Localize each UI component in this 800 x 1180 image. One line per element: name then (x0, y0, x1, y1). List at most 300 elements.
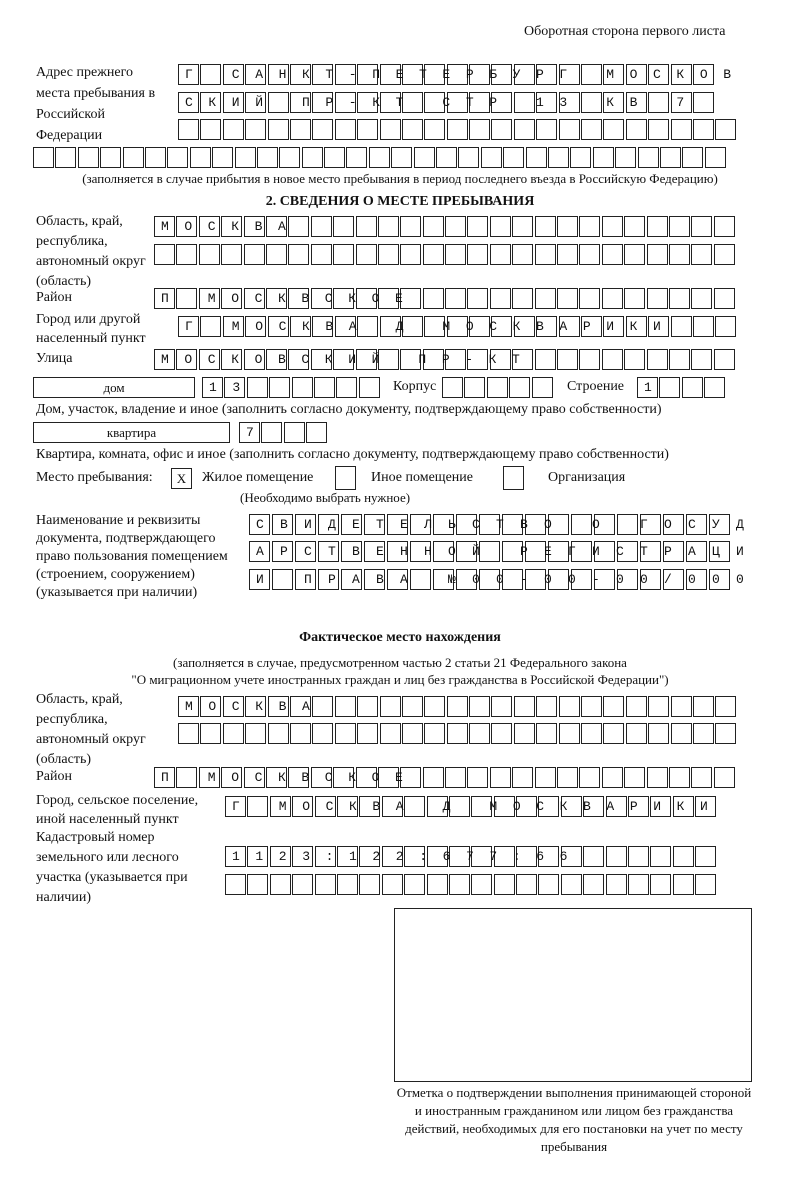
char-cell[interactable] (669, 288, 690, 309)
char-cell[interactable] (559, 696, 580, 717)
char-cell[interactable] (532, 377, 553, 398)
char-cell[interactable] (333, 244, 354, 265)
char-cell[interactable] (356, 767, 377, 788)
char-cell[interactable] (245, 723, 266, 744)
char-cell[interactable] (709, 514, 730, 535)
char-cell[interactable] (268, 119, 289, 140)
char-cell[interactable] (225, 874, 246, 895)
char-cell[interactable] (603, 316, 624, 337)
char-cell[interactable] (423, 288, 444, 309)
char-cell[interactable] (581, 316, 602, 337)
char-cell[interactable] (410, 514, 431, 535)
char-cell[interactable] (290, 64, 311, 85)
char-cell[interactable] (245, 64, 266, 85)
char-cell[interactable] (673, 874, 694, 895)
char-cell[interactable] (404, 874, 425, 895)
char-cell[interactable] (154, 216, 175, 237)
char-cell[interactable] (302, 147, 323, 168)
char-cell[interactable] (693, 723, 714, 744)
char-cell[interactable] (424, 696, 445, 717)
char-cell[interactable] (669, 349, 690, 370)
char-cell[interactable] (200, 316, 221, 337)
char-cell[interactable] (693, 64, 714, 85)
char-cell[interactable] (559, 723, 580, 744)
char-cell[interactable] (311, 288, 332, 309)
char-cell[interactable] (427, 796, 448, 817)
char-cell[interactable] (357, 316, 378, 337)
char-cell[interactable] (445, 216, 466, 237)
char-cell[interactable] (624, 767, 645, 788)
char-cell[interactable] (333, 767, 354, 788)
char-cell[interactable] (602, 288, 623, 309)
char-cell[interactable] (714, 216, 735, 237)
char-cell[interactable] (458, 147, 479, 168)
char-cell[interactable] (378, 216, 399, 237)
char-cell[interactable] (516, 846, 537, 867)
char-cell[interactable] (640, 569, 661, 590)
char-cell[interactable] (648, 92, 669, 113)
char-cell[interactable] (548, 514, 569, 535)
char-cell[interactable] (356, 216, 377, 237)
char-cell[interactable] (647, 767, 668, 788)
char-cell[interactable] (691, 349, 712, 370)
char-cell[interactable] (526, 147, 547, 168)
char-cell[interactable] (154, 288, 175, 309)
char-cell[interactable] (357, 64, 378, 85)
char-cell[interactable] (292, 796, 313, 817)
char-cell[interactable] (538, 846, 559, 867)
char-cell[interactable] (594, 514, 615, 535)
char-cell[interactable] (479, 569, 500, 590)
char-cell[interactable] (199, 216, 220, 237)
char-cell[interactable] (356, 288, 377, 309)
char-cell[interactable] (571, 541, 592, 562)
char-cell[interactable] (512, 244, 533, 265)
char-cell[interactable] (337, 846, 358, 867)
char-cell[interactable] (244, 767, 265, 788)
char-cell[interactable] (423, 349, 444, 370)
char-cell[interactable] (400, 216, 421, 237)
char-cell[interactable] (176, 767, 197, 788)
char-cell[interactable] (312, 64, 333, 85)
char-cell[interactable] (382, 874, 403, 895)
char-cell[interactable] (333, 216, 354, 237)
char-cell[interactable] (445, 767, 466, 788)
char-cell[interactable] (650, 846, 671, 867)
char-cell[interactable] (290, 92, 311, 113)
char-cell[interactable] (581, 64, 602, 85)
char-cell[interactable] (410, 569, 431, 590)
char-cell[interactable] (335, 64, 356, 85)
char-cell[interactable] (311, 216, 332, 237)
char-cell[interactable] (202, 377, 223, 398)
char-cell[interactable] (535, 767, 556, 788)
char-cell[interactable] (548, 569, 569, 590)
char-cell[interactable] (624, 216, 645, 237)
char-cell[interactable] (270, 846, 291, 867)
char-cell[interactable] (602, 216, 623, 237)
char-cell[interactable] (200, 64, 221, 85)
char-cell[interactable] (603, 119, 624, 140)
char-cell[interactable] (628, 796, 649, 817)
char-cell[interactable] (391, 147, 412, 168)
char-cell[interactable] (312, 92, 333, 113)
char-cell[interactable] (290, 696, 311, 717)
char-cell[interactable] (514, 119, 535, 140)
char-cell[interactable] (647, 288, 668, 309)
char-cell[interactable] (221, 216, 242, 237)
char-cell[interactable] (557, 767, 578, 788)
char-cell[interactable] (579, 349, 600, 370)
char-cell[interactable] (447, 92, 468, 113)
char-cell[interactable] (693, 316, 714, 337)
char-cell[interactable] (624, 349, 645, 370)
char-cell[interactable] (626, 696, 647, 717)
char-cell[interactable] (315, 846, 336, 867)
char-cell[interactable] (333, 288, 354, 309)
char-cell[interactable] (346, 147, 367, 168)
char-cell[interactable] (606, 796, 627, 817)
char-cell[interactable] (536, 64, 557, 85)
char-cell[interactable] (335, 696, 356, 717)
char-cell[interactable] (456, 541, 477, 562)
char-cell[interactable] (502, 569, 523, 590)
char-cell[interactable] (268, 64, 289, 85)
char-cell[interactable] (221, 767, 242, 788)
char-cell[interactable] (491, 316, 512, 337)
char-cell[interactable] (503, 147, 524, 168)
char-cell[interactable] (288, 349, 309, 370)
char-cell[interactable] (490, 216, 511, 237)
char-cell[interactable] (695, 874, 716, 895)
char-cell[interactable] (335, 316, 356, 337)
char-cell[interactable] (78, 147, 99, 168)
char-cell[interactable] (410, 541, 431, 562)
char-cell[interactable] (380, 92, 401, 113)
char-cell[interactable] (268, 316, 289, 337)
char-cell[interactable] (628, 874, 649, 895)
char-cell[interactable] (176, 349, 197, 370)
char-cell[interactable] (628, 846, 649, 867)
char-cell[interactable] (669, 216, 690, 237)
char-cell[interactable] (292, 846, 313, 867)
char-cell[interactable] (312, 119, 333, 140)
char-cell[interactable] (333, 349, 354, 370)
char-cell[interactable] (479, 514, 500, 535)
char-cell[interactable] (647, 216, 668, 237)
char-cell[interactable] (359, 846, 380, 867)
char-cell[interactable] (691, 288, 712, 309)
char-cell[interactable] (561, 874, 582, 895)
char-cell[interactable] (402, 92, 423, 113)
char-cell[interactable] (638, 147, 659, 168)
char-cell[interactable] (442, 377, 463, 398)
char-cell[interactable] (648, 119, 669, 140)
char-cell[interactable] (671, 723, 692, 744)
char-cell[interactable] (557, 349, 578, 370)
char-cell[interactable] (559, 64, 580, 85)
char-cell[interactable] (525, 569, 546, 590)
char-cell[interactable] (423, 216, 444, 237)
char-cell[interactable] (357, 119, 378, 140)
char-cell[interactable] (514, 723, 535, 744)
char-cell[interactable] (561, 796, 582, 817)
char-cell[interactable] (447, 119, 468, 140)
char-cell[interactable] (288, 767, 309, 788)
char-cell[interactable] (400, 349, 421, 370)
char-cell[interactable] (715, 316, 736, 337)
char-cell[interactable] (671, 64, 692, 85)
char-cell[interactable] (176, 244, 197, 265)
char-cell[interactable] (447, 696, 468, 717)
char-cell[interactable] (199, 349, 220, 370)
char-cell[interactable] (469, 92, 490, 113)
char-cell[interactable] (359, 874, 380, 895)
char-cell[interactable] (570, 147, 591, 168)
char-cell[interactable] (245, 316, 266, 337)
char-cell[interactable] (335, 119, 356, 140)
char-cell[interactable] (647, 244, 668, 265)
char-cell[interactable] (318, 541, 339, 562)
char-cell[interactable] (693, 92, 714, 113)
char-cell[interactable] (491, 64, 512, 85)
char-cell[interactable] (715, 119, 736, 140)
char-cell[interactable] (491, 119, 512, 140)
char-cell[interactable] (223, 119, 244, 140)
char-cell[interactable] (199, 244, 220, 265)
char-cell[interactable] (364, 569, 385, 590)
char-cell[interactable] (145, 147, 166, 168)
char-cell[interactable] (557, 288, 578, 309)
char-cell[interactable] (624, 244, 645, 265)
char-cell[interactable] (364, 541, 385, 562)
char-cell[interactable] (178, 723, 199, 744)
char-cell[interactable] (178, 92, 199, 113)
char-cell[interactable] (404, 846, 425, 867)
char-cell[interactable] (284, 422, 305, 443)
char-cell[interactable] (714, 349, 735, 370)
char-cell[interactable] (691, 767, 712, 788)
char-cell[interactable] (200, 119, 221, 140)
char-cell[interactable] (490, 767, 511, 788)
char-cell[interactable] (247, 377, 268, 398)
char-cell[interactable] (709, 541, 730, 562)
char-cell[interactable] (571, 514, 592, 535)
char-cell[interactable] (178, 696, 199, 717)
char-cell[interactable] (337, 796, 358, 817)
char-cell[interactable] (55, 147, 76, 168)
char-cell[interactable] (427, 874, 448, 895)
char-cell[interactable] (536, 316, 557, 337)
char-cell[interactable] (516, 796, 537, 817)
char-cell[interactable] (341, 514, 362, 535)
char-cell[interactable] (266, 216, 287, 237)
char-cell[interactable] (714, 767, 735, 788)
char-cell[interactable] (178, 316, 199, 337)
char-cell[interactable] (223, 92, 244, 113)
char-cell[interactable] (469, 696, 490, 717)
char-cell[interactable] (659, 377, 680, 398)
place-option-checkbox-3[interactable] (503, 466, 524, 490)
char-cell[interactable] (512, 288, 533, 309)
char-cell[interactable] (247, 846, 268, 867)
char-cell[interactable] (617, 541, 638, 562)
char-cell[interactable] (337, 874, 358, 895)
char-cell[interactable] (535, 244, 556, 265)
char-cell[interactable] (579, 244, 600, 265)
char-cell[interactable] (491, 723, 512, 744)
char-cell[interactable] (673, 846, 694, 867)
char-cell[interactable] (648, 696, 669, 717)
char-cell[interactable] (695, 796, 716, 817)
char-cell[interactable] (487, 377, 508, 398)
char-cell[interactable] (536, 723, 557, 744)
char-cell[interactable] (290, 119, 311, 140)
char-cell[interactable] (357, 696, 378, 717)
char-cell[interactable] (693, 696, 714, 717)
char-cell[interactable] (387, 541, 408, 562)
char-cell[interactable] (314, 377, 335, 398)
char-cell[interactable] (603, 723, 624, 744)
char-cell[interactable] (378, 767, 399, 788)
char-cell[interactable] (464, 377, 485, 398)
char-cell[interactable] (402, 723, 423, 744)
char-cell[interactable] (663, 514, 684, 535)
char-cell[interactable] (221, 288, 242, 309)
char-cell[interactable] (402, 119, 423, 140)
char-cell[interactable] (579, 216, 600, 237)
char-cell[interactable] (245, 696, 266, 717)
char-cell[interactable] (693, 119, 714, 140)
char-cell[interactable] (691, 244, 712, 265)
char-cell[interactable] (249, 541, 270, 562)
char-cell[interactable] (481, 147, 502, 168)
char-cell[interactable] (705, 147, 726, 168)
char-cell[interactable] (502, 541, 523, 562)
char-cell[interactable] (715, 696, 736, 717)
char-cell[interactable] (669, 244, 690, 265)
char-cell[interactable] (617, 569, 638, 590)
char-cell[interactable] (272, 541, 293, 562)
char-cell[interactable] (640, 541, 661, 562)
char-cell[interactable] (268, 92, 289, 113)
char-cell[interactable] (449, 846, 470, 867)
char-cell[interactable] (249, 569, 270, 590)
char-cell[interactable] (315, 874, 336, 895)
char-cell[interactable] (292, 874, 313, 895)
char-cell[interactable] (650, 796, 671, 817)
char-cell[interactable] (602, 767, 623, 788)
char-cell[interactable] (594, 569, 615, 590)
char-cell[interactable] (312, 696, 333, 717)
char-cell[interactable] (312, 316, 333, 337)
char-cell[interactable] (491, 92, 512, 113)
char-cell[interactable] (295, 569, 316, 590)
char-cell[interactable] (648, 723, 669, 744)
char-cell[interactable] (494, 846, 515, 867)
char-cell[interactable] (382, 846, 403, 867)
char-cell[interactable] (311, 244, 332, 265)
char-cell[interactable] (548, 147, 569, 168)
char-cell[interactable] (400, 767, 421, 788)
char-cell[interactable] (200, 92, 221, 113)
char-cell[interactable] (100, 147, 121, 168)
char-cell[interactable] (593, 147, 614, 168)
char-cell[interactable] (357, 92, 378, 113)
char-cell[interactable] (691, 216, 712, 237)
char-cell[interactable] (199, 767, 220, 788)
char-cell[interactable] (467, 216, 488, 237)
char-cell[interactable] (235, 147, 256, 168)
char-cell[interactable] (467, 349, 488, 370)
char-cell[interactable] (378, 288, 399, 309)
char-cell[interactable] (671, 92, 692, 113)
house-type-field[interactable]: дом (33, 377, 195, 398)
char-cell[interactable] (583, 874, 604, 895)
char-cell[interactable] (514, 316, 535, 337)
char-cell[interactable] (245, 119, 266, 140)
char-cell[interactable] (167, 147, 188, 168)
char-cell[interactable] (445, 244, 466, 265)
char-cell[interactable] (603, 92, 624, 113)
char-cell[interactable] (356, 244, 377, 265)
char-cell[interactable] (624, 288, 645, 309)
char-cell[interactable] (249, 514, 270, 535)
char-cell[interactable] (178, 119, 199, 140)
char-cell[interactable] (536, 696, 557, 717)
char-cell[interactable] (244, 349, 265, 370)
char-cell[interactable] (178, 64, 199, 85)
char-cell[interactable] (559, 92, 580, 113)
char-cell[interactable] (221, 244, 242, 265)
char-cell[interactable] (447, 64, 468, 85)
char-cell[interactable] (369, 147, 390, 168)
char-cell[interactable] (270, 874, 291, 895)
char-cell[interactable] (557, 244, 578, 265)
char-cell[interactable] (433, 541, 454, 562)
char-cell[interactable] (536, 119, 557, 140)
char-cell[interactable] (559, 119, 580, 140)
char-cell[interactable] (400, 288, 421, 309)
char-cell[interactable] (239, 422, 260, 443)
char-cell[interactable] (538, 796, 559, 817)
char-cell[interactable] (637, 377, 658, 398)
char-cell[interactable] (704, 377, 725, 398)
char-cell[interactable] (494, 874, 515, 895)
char-cell[interactable] (686, 514, 707, 535)
char-cell[interactable] (449, 874, 470, 895)
char-cell[interactable] (671, 119, 692, 140)
char-cell[interactable] (671, 316, 692, 337)
char-cell[interactable] (225, 796, 246, 817)
char-cell[interactable] (427, 846, 448, 867)
char-cell[interactable] (548, 541, 569, 562)
char-cell[interactable] (387, 569, 408, 590)
char-cell[interactable] (682, 377, 703, 398)
char-cell[interactable] (318, 569, 339, 590)
char-cell[interactable] (245, 92, 266, 113)
char-cell[interactable] (290, 723, 311, 744)
char-cell[interactable] (709, 569, 730, 590)
char-cell[interactable] (400, 244, 421, 265)
char-cell[interactable] (244, 216, 265, 237)
char-cell[interactable] (336, 377, 357, 398)
char-cell[interactable] (424, 316, 445, 337)
char-cell[interactable] (223, 316, 244, 337)
char-cell[interactable] (640, 514, 661, 535)
char-cell[interactable] (295, 541, 316, 562)
char-cell[interactable] (261, 422, 282, 443)
